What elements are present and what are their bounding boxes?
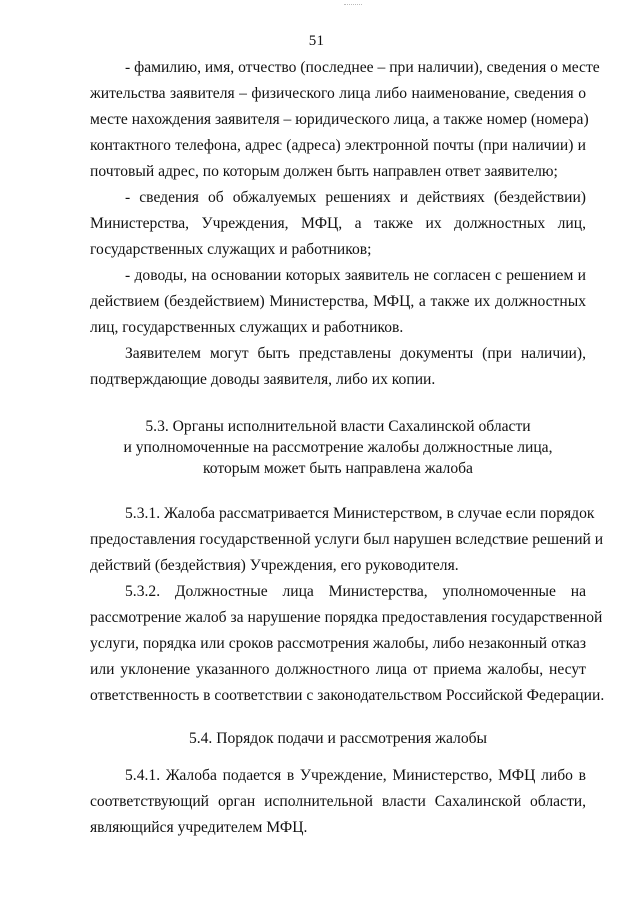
text-line: ответственность в соответствии с законодательством Российской Федерации. — [90, 687, 605, 704]
text-line: почтовый адрес, по которым должен быть направлен ответ заявителю; — [90, 163, 558, 180]
text-line: подтверждающие доводы заявителя, либо их копии. — [90, 371, 436, 388]
text-line: - доводы, на основании которых заявитель не согласен с решением и — [125, 267, 586, 284]
text-line: - сведения об обжалуемых решениях и действиях (бездействии) — [125, 189, 586, 206]
section-heading-line: которым может быть направлена жалоба — [203, 460, 473, 477]
text-line: 5.3.1. Жалоба рассматривается Министерством, в случае если порядок — [125, 505, 595, 522]
page-number: 51 — [308, 33, 325, 49]
section-heading-line: 5.4. Порядок подачи и рассмотрения жалобы — [188, 730, 488, 747]
text-line: контактного телефона, адрес (адреса) электронной почты (при наличии) и — [90, 137, 586, 154]
text-line: услуги, порядка или сроков рассмотрения жалобы, либо незаконный отказ — [90, 635, 586, 652]
text-line: действий (бездействия) Учреждения, его руководителя. — [90, 557, 459, 574]
text-line: Министерства, Учреждения, МФЦ, а также их должностных лиц, — [90, 215, 586, 232]
text-line: 5.3.2. Должностные лица Министерства, уполномоченные на — [125, 583, 586, 600]
text-line: являющийся учредителем МФЦ. — [90, 819, 308, 836]
text-line: соответствующий орган исполнительной власти Сахалинской области, — [90, 793, 586, 810]
section-heading-line: 5.3. Органы исполнительной власти Сахалинской области — [145, 418, 531, 435]
section-heading-line: и уполномоченные на рассмотрение жалобы должностные лица, — [123, 439, 553, 456]
text-line: предоставления государственной услуги был нарушен вследствие решений и — [90, 531, 604, 548]
text-line: Заявителем могут быть представлены документы (при наличии), — [125, 345, 586, 362]
text-line: 5.4.1. Жалоба подается в Учреждение, Министерство, МФЦ либо в — [125, 767, 586, 784]
text-line: жительства заявителя – физического лица либо наименование, сведения о — [90, 85, 586, 102]
scan-artifact — [344, 4, 362, 11]
text-line: лиц, государственных служащих и работников. — [90, 319, 404, 336]
text-line: рассмотрение жалоб за нарушение порядка предоставления государственной — [90, 609, 603, 626]
text-line: государственных служащих и работников; — [90, 241, 372, 258]
text-line: месте нахождения заявителя – юридического лица, а также номер (номера) — [90, 111, 589, 128]
text-line: - фамилию, имя, отчество (последнее – при наличии), сведения о месте — [125, 59, 600, 76]
text-line: действием (бездействием) Министерства, МФЦ, а также их должностных — [90, 293, 586, 310]
text-line: или уклонение указанного должностного лица от приема жалобы, несут — [90, 661, 586, 678]
